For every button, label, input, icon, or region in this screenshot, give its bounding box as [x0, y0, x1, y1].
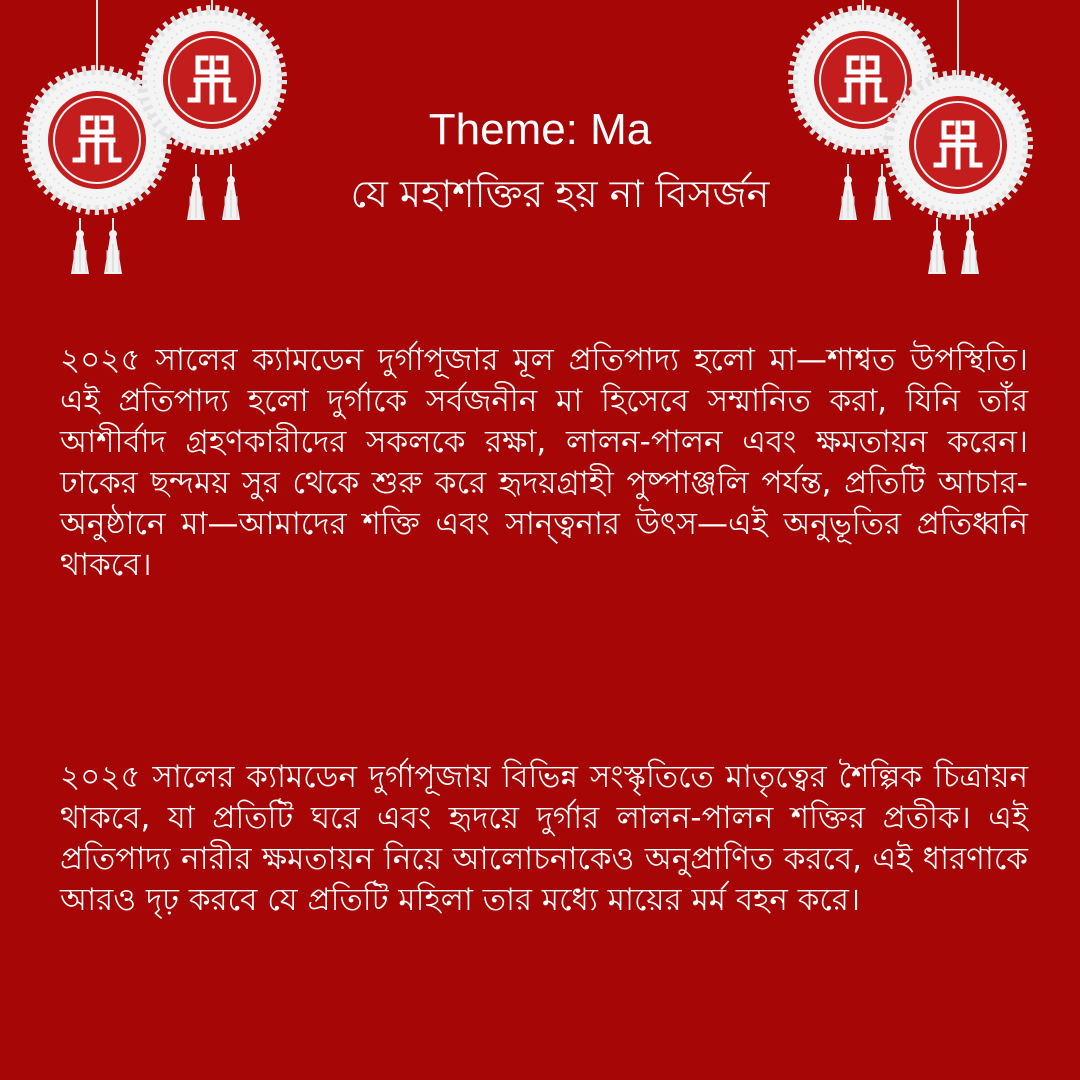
theme-title: Theme: Ma	[428, 105, 652, 154]
paragraph-theme-description: ২০২৫ সালের ক্যামডেন দুর্গাপূজার মূল প্রতিপাদ্য হলো মা—শাশ্বত উপস্থিতি। এই প্রতিপাদ্য হলো দুর্গাকে সর্বজনীন মা হিসেবে সম্মানিত করা, যিনি তাঁর আশীর্বাদ গ্রহণকারীদের সকলকে রক্ষা, লালন-পালন এবং ক্ষমতায়ন করেন। ঢাকের ছন্দময় সুর থেকে শুরু করে হৃদয়গ্রাহী পুষ্পাঞ্জলি পর্যন্ত, প্রতিটি আচার-অনুষ্ঠানে মা—আমাদের শক্তি এবং সান্ত্বনার উৎস—এই অনুভূতির প্রতিধ্বনি থাকবে।	[60, 342, 1028, 583]
paragraph-theme-details: ২০২৫ সালের ক্যামডেন দুর্গাপূজায় বিভিন্ন সংস্কৃতিতে মাতৃত্বের শৈল্পিক চিত্রায়ন থাকবে, যা প্রতিটি ঘরে এবং হৃদয়ে দুর্গার লালন-পালন শক্তির প্রতীক। এই প্রতিপাদ্য নারীর ক্ষমতায়ন নিয়ে আলোচনাকেও অনুপ্রাণিত করবে, এই ধারণাকে আরও দৃঢ় করবে যে প্রতিটি মহিলা তার মধ্যে মায়ের মর্ম বহন করে।	[60, 759, 1028, 918]
theme-subtitle: যে মহাশক্তির হয় না বিসর্জন	[350, 172, 770, 216]
